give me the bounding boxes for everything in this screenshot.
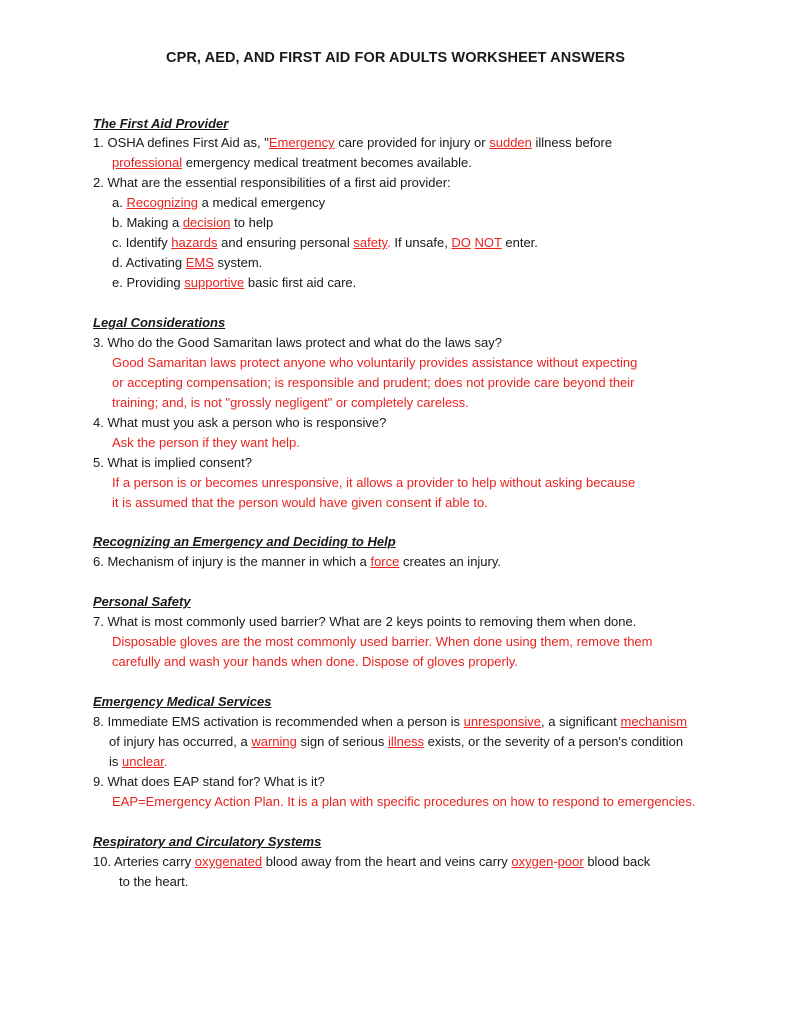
q8-text: sign of serious bbox=[296, 734, 388, 749]
q2a-text: a medical emergency bbox=[198, 195, 326, 210]
q2d-text: d. Activating bbox=[112, 255, 186, 270]
q2e-answer: supportive bbox=[184, 275, 245, 290]
q8-answer-illness: illness bbox=[387, 734, 425, 749]
answer-7-line-2: carefully and wash your hands when done. Dispose of gloves properly. bbox=[112, 654, 518, 669]
q2c-answer-safety: safety bbox=[353, 235, 388, 250]
q1-answer-sudden: sudden bbox=[489, 135, 532, 150]
question-2-item-d bbox=[112, 255, 262, 271]
q2e-text: e. Providing bbox=[112, 275, 185, 290]
q2a-answer: Recognizing bbox=[126, 195, 199, 210]
q2c-text: If unsafe, bbox=[390, 235, 452, 250]
answer-7-line-1: Disposable gloves are the most commonly used barrier. When done using them, remove them bbox=[112, 634, 653, 649]
q8-text: exists, or the severity of a person's condition bbox=[424, 734, 684, 749]
section-heading-respiratory-circulatory: Respiratory and Circulatory Systems bbox=[93, 834, 322, 849]
question-7: 7. What is most commonly used barrier? What are 2 keys points to removing them when done. bbox=[93, 614, 637, 629]
question-1-line-2 bbox=[112, 155, 472, 171]
question-4: 4. What must you ask a person who is responsive? bbox=[93, 415, 387, 430]
question-3: 3. Who do the Good Samaritan laws protect and what do the laws say? bbox=[93, 335, 503, 350]
question-9: 9. What does EAP stand for? What is it? bbox=[93, 774, 325, 789]
q2c-period: . bbox=[387, 235, 391, 250]
question-1-line-1 bbox=[93, 135, 612, 151]
q1-answer-professional: professional bbox=[112, 155, 183, 170]
answer-3-line-1: Good Samaritan laws protect anyone who voluntarily provides assistance without expecting bbox=[112, 355, 638, 370]
section-heading-recognizing-emergency: Recognizing an Emergency and Deciding to Help bbox=[93, 534, 396, 549]
answer-5-line-2: it is assumed that the person would have given consent if able to. bbox=[112, 495, 488, 510]
q2c-text: and ensuring personal bbox=[217, 235, 354, 250]
q10-answer-oxygen: oxygen bbox=[511, 854, 554, 869]
q8-answer-mechanism: mechanism bbox=[620, 714, 687, 729]
q2b-text: b. Making a bbox=[112, 215, 183, 230]
q2a-text: a. bbox=[112, 195, 127, 210]
q8-period: . bbox=[163, 754, 168, 769]
q10-text: blood back bbox=[583, 854, 651, 869]
q2c-answer-hazards: hazards bbox=[171, 235, 218, 250]
question-8-line-3 bbox=[109, 754, 168, 770]
question-2-item-b bbox=[112, 215, 273, 231]
q2c-answer-not: NOT bbox=[474, 235, 502, 250]
q8-text: is bbox=[109, 754, 122, 769]
q1-text: care provided for injury or bbox=[334, 135, 490, 150]
q10-hyphen: - bbox=[553, 854, 558, 869]
q6-answer-force: force bbox=[370, 554, 400, 569]
question-2-item-c bbox=[112, 235, 538, 251]
q8-text: , a significant bbox=[541, 714, 621, 729]
question-2: 2. What are the essential responsibilities of a first aid provider: bbox=[93, 175, 451, 190]
question-2-item-a bbox=[112, 195, 325, 211]
answer-9: EAP=Emergency Action Plan. It is a plan with specific procedures on how to respond to emergencies. bbox=[112, 794, 696, 809]
question-8-line-1 bbox=[93, 714, 687, 730]
q2e-text: basic first aid care. bbox=[244, 275, 357, 290]
section-heading-personal-safety: Personal Safety bbox=[93, 594, 191, 609]
q1-text: emergency medical treatment becomes available. bbox=[182, 155, 472, 170]
answer-4: Ask the person if they want help. bbox=[112, 435, 300, 450]
q8-text: 8. Immediate EMS activation is recommended when a person is bbox=[93, 714, 464, 729]
answer-3-line-3: training; and, is not "grossly negligent" or completely careless. bbox=[112, 395, 469, 410]
question-8-line-2 bbox=[109, 734, 683, 750]
q1-answer-emergency: Emergency bbox=[268, 135, 335, 150]
q10-text: 10. Arteries carry bbox=[93, 854, 195, 869]
question-6 bbox=[93, 554, 501, 570]
answer-5-line-1: If a person is or becomes unresponsive, it allows a provider to help without asking because bbox=[112, 475, 636, 490]
q1-text: 1. OSHA defines First Aid as, " bbox=[93, 135, 269, 150]
q6-text: 6. Mechanism of injury is the manner in which a bbox=[93, 554, 371, 569]
question-5: 5. What is implied consent? bbox=[93, 455, 252, 470]
q2d-answer: EMS bbox=[185, 255, 214, 270]
question-10-line-2: to the heart. bbox=[119, 874, 189, 889]
q10-answer-oxygenated: oxygenated bbox=[194, 854, 263, 869]
q8-answer-unclear: unclear bbox=[122, 754, 164, 769]
q2c-text: enter. bbox=[501, 235, 538, 250]
q2d-text: system. bbox=[213, 255, 263, 270]
section-heading-first-aid-provider: The First Aid Provider bbox=[93, 116, 229, 131]
question-10-line-1 bbox=[93, 854, 650, 870]
q2b-answer: decision bbox=[182, 215, 231, 230]
q8-answer-warning: warning bbox=[251, 734, 297, 749]
q1-text: illness before bbox=[531, 135, 613, 150]
q10-text: blood away from the heart and veins carry bbox=[262, 854, 512, 869]
answer-3-line-2: or accepting compensation; is responsible and prudent; does not provide care beyond their bbox=[112, 375, 635, 390]
q8-answer-unresponsive: unresponsive bbox=[463, 714, 541, 729]
section-heading-ems: Emergency Medical Services bbox=[93, 694, 272, 709]
q8-text: of injury has occurred, a bbox=[109, 734, 252, 749]
q10-answer-poor: poor bbox=[557, 854, 584, 869]
q2b-text: to help bbox=[230, 215, 274, 230]
section-heading-legal-considerations: Legal Considerations bbox=[93, 315, 226, 330]
page-title: CPR, AED, AND FIRST AID FOR ADULTS WORKSHEET ANSWERS bbox=[166, 50, 625, 66]
q2c-text: c. Identify bbox=[112, 235, 172, 250]
q2c-answer-do: DO bbox=[451, 235, 471, 250]
question-2-item-e bbox=[112, 275, 356, 291]
q6-text: creates an injury. bbox=[399, 554, 502, 569]
